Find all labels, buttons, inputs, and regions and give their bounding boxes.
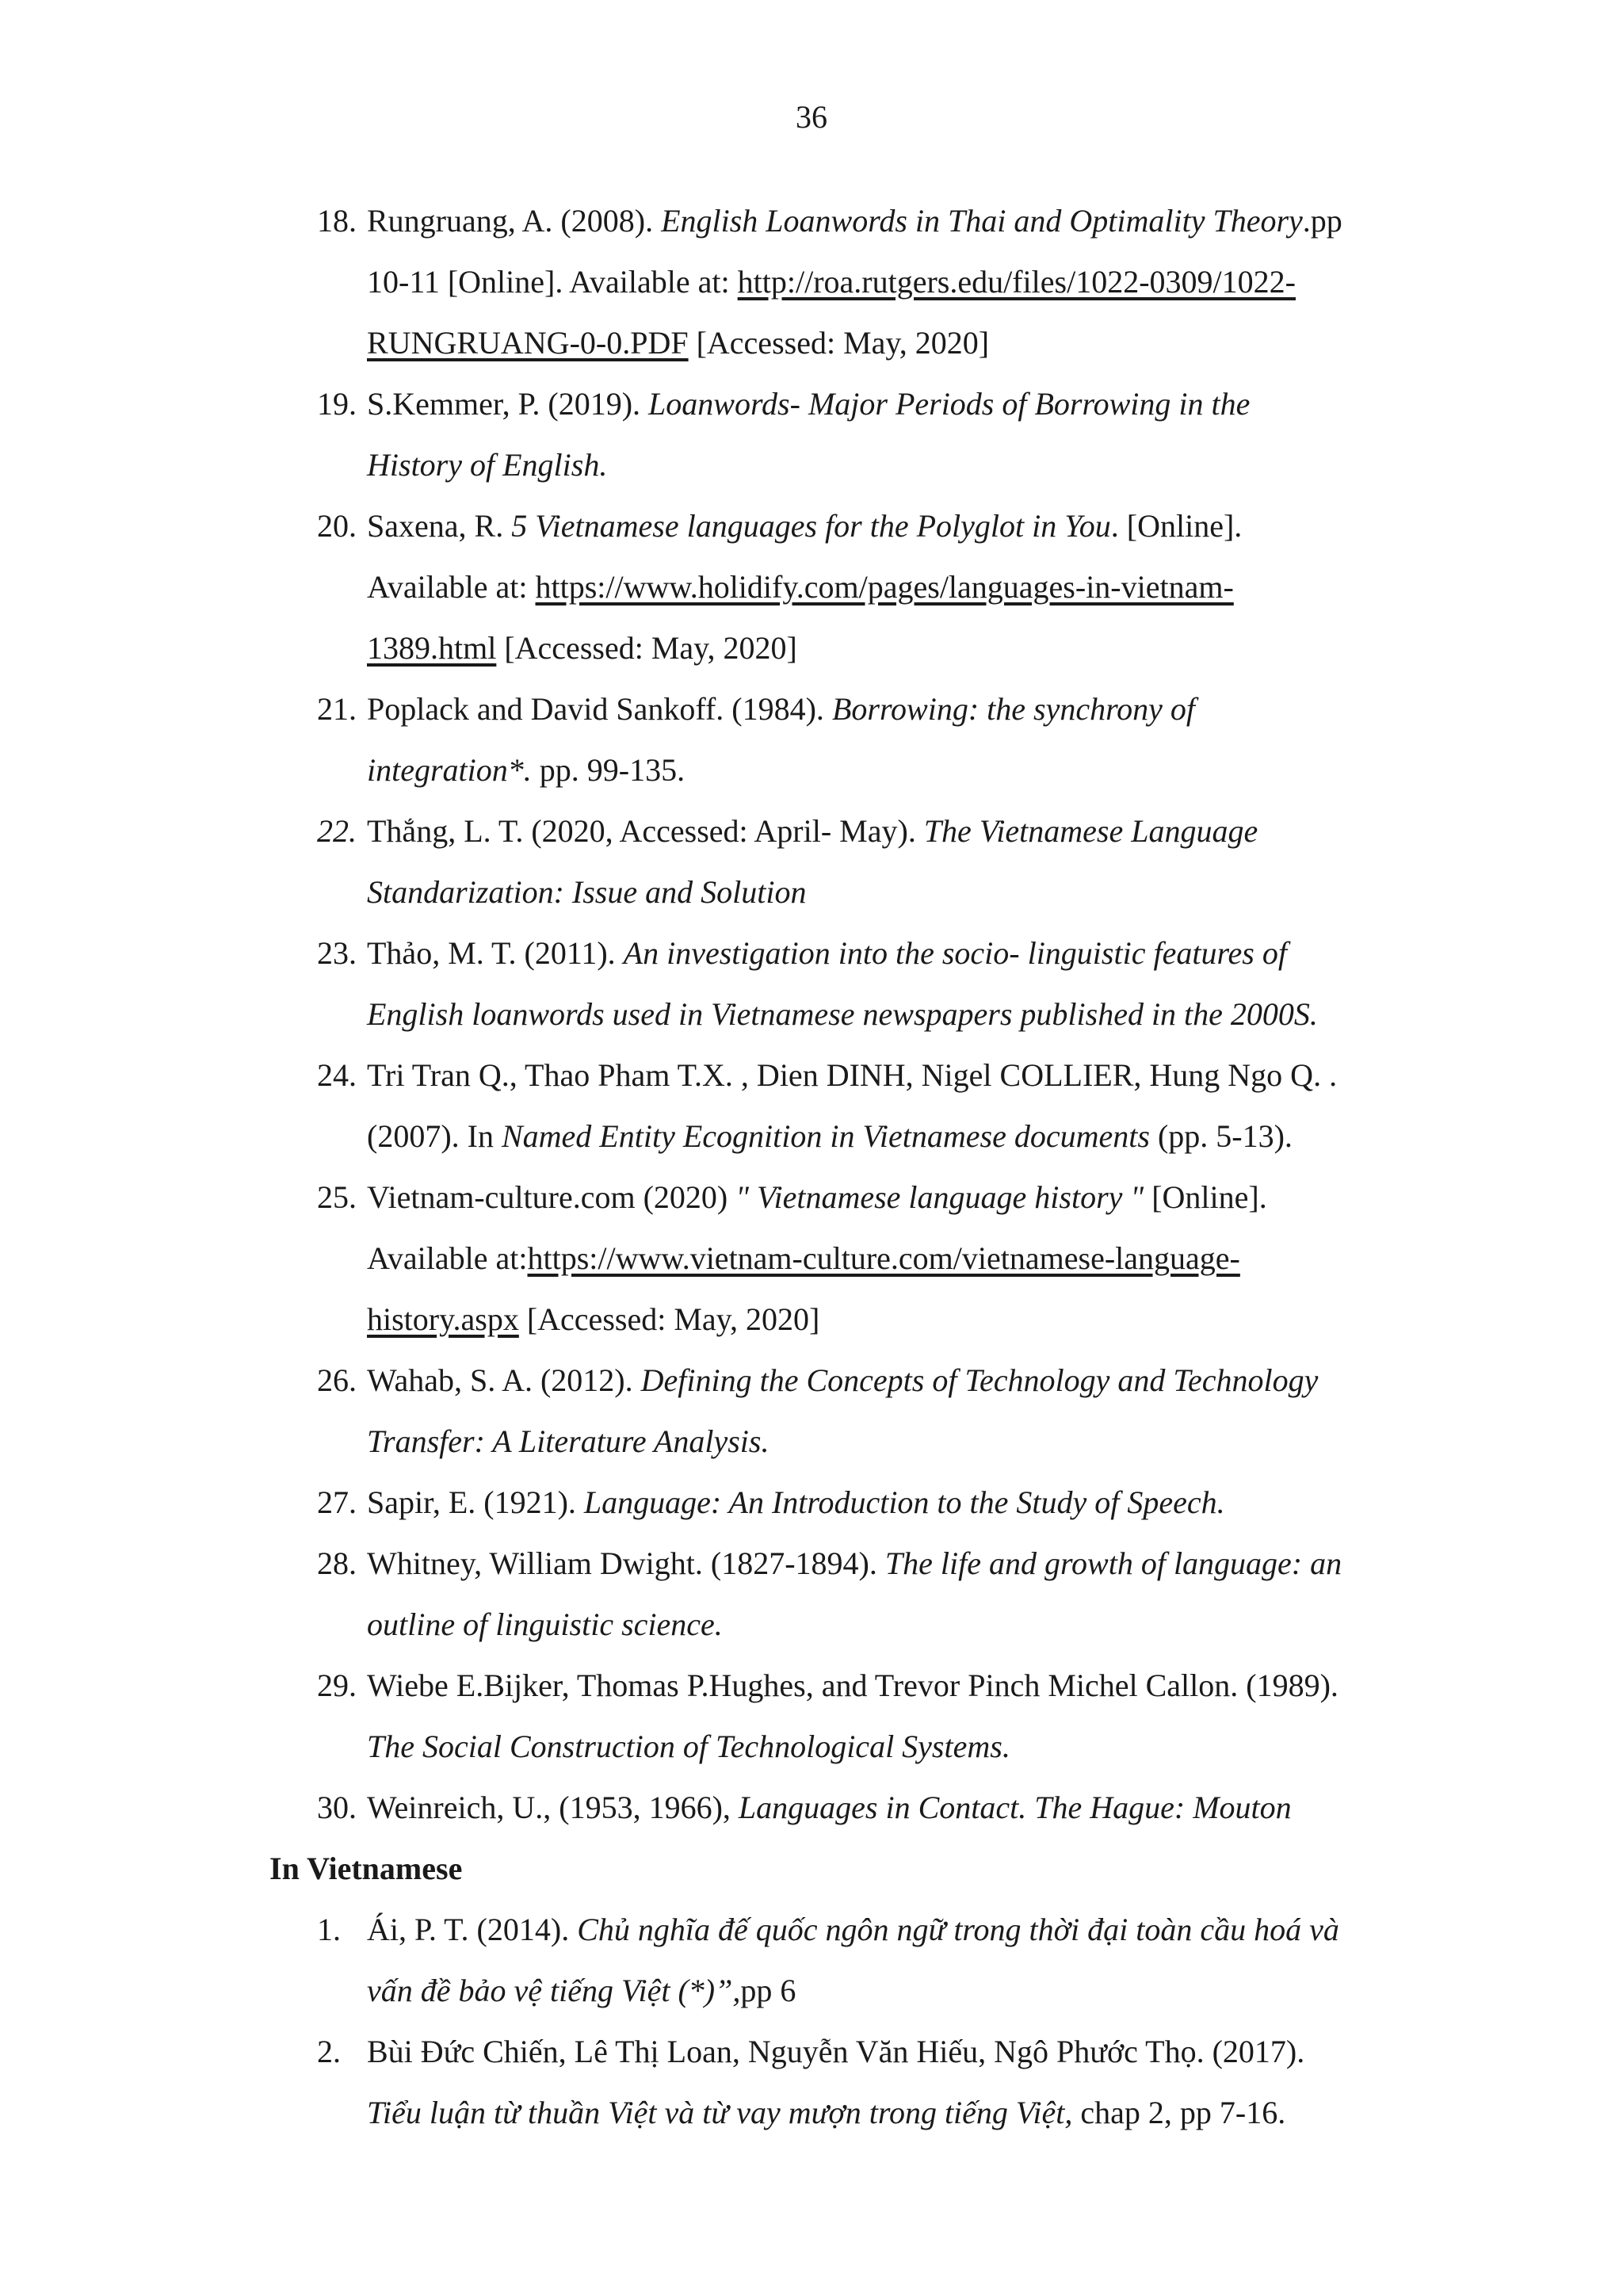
reference-author: Weinreich, U., (1953, 1966), [367, 1790, 739, 1825]
reference-list [0, 190, 1623, 2143]
reference-year: (2007). In [367, 1118, 502, 1154]
reference-item-18 [0, 190, 1476, 373]
reference-number: 19. [317, 386, 357, 422]
vn-reference-item-2 [0, 2021, 1476, 2143]
reference-item-27 [0, 1472, 1476, 1533]
reference-item-30 [0, 1777, 1476, 1838]
reference-title-cont: vấn đề bảo vệ tiếng Việt (*)”, [367, 1973, 741, 2008]
reference-accessed: [Accessed: May, 2020] [688, 325, 990, 361]
reference-number: 27. [317, 1484, 357, 1520]
reference-number: 18. [317, 203, 357, 239]
reference-item-26 [0, 1350, 1476, 1472]
reference-pages: chap 2, pp 7-16. [1072, 2095, 1286, 2130]
reference-title-cont: integration*. [367, 752, 532, 788]
reference-author: Wahab, S. A. (2012). [367, 1362, 641, 1398]
reference-link-cont[interactable]: history.aspx [367, 1301, 519, 1337]
reference-link[interactable]: https://www.vietnam-culture.com/vietnamese-language- [527, 1240, 1240, 1276]
reference-title: Borrowing: the synchrony of [831, 691, 1196, 727]
reference-author: Bùi Đức Chiến, Lê Thị Loan, Nguyễn Văn Hiếu, Ngô Phước Thọ. (2017). [367, 2034, 1305, 2069]
reference-author: Rungruang, A. (2008). [367, 203, 662, 239]
reference-title-cont: English loanwords used in Vietnamese newspapers published in the 2000S. [367, 996, 1318, 1032]
vn-reference-item-1 [0, 1899, 1476, 2021]
reference-item-21 [0, 678, 1476, 800]
reference-item-20 [0, 495, 1476, 678]
reference-item-25 [0, 1167, 1476, 1350]
reference-author: S.Kemmer, P. (2019). [367, 386, 649, 422]
reference-author: Whitney, William Dwight. (1827-1894). [367, 1545, 885, 1581]
reference-author: Sapir, E. (1921). [367, 1484, 584, 1520]
reference-link-cont[interactable]: 1389.html [367, 630, 497, 666]
reference-title: The Vietnamese Language [923, 813, 1258, 849]
reference-accessed: [Accessed: May, 2020] [496, 630, 797, 666]
reference-number: 26. [317, 1362, 357, 1398]
reference-title: Loanwords- Major Periods of Borrowing in the [648, 386, 1251, 422]
reference-number: 1. [317, 1912, 341, 1947]
reference-title: Language: An Introduction to the Study of Speech. [583, 1484, 1225, 1520]
reference-text: 10-11 [Online]. Available at: [367, 264, 738, 300]
reference-author: Poplack and David Sankoff. (1984). [367, 691, 832, 727]
reference-link[interactable]: https://www.holidify.com/pages/languages-in-vietnam- [535, 569, 1234, 605]
reference-number: 23. [317, 935, 357, 971]
reference-item-28 [0, 1533, 1476, 1655]
reference-number: 20. [317, 508, 357, 544]
reference-number: 25. [317, 1179, 357, 1215]
reference-text: Available at: [367, 569, 536, 605]
reference-number: 30. [317, 1790, 357, 1825]
reference-number: 24. [317, 1057, 357, 1093]
reference-link[interactable]: http://roa.rutgers.edu/files/1022-0309/1022- [737, 264, 1296, 300]
reference-accessed: [Accessed: May, 2020] [518, 1301, 820, 1337]
reference-title: Defining the Concepts of Technology and Technology [640, 1362, 1319, 1398]
reference-number: 28. [317, 1545, 357, 1581]
reference-number: 29. [317, 1668, 357, 1703]
reference-title: 5 Vietnamese languages for the Polyglot in You [511, 508, 1111, 544]
reference-item-24 [0, 1045, 1476, 1167]
page-number: 36 [796, 99, 827, 135]
reference-pages: (pp. 5-13). [1149, 1118, 1293, 1154]
reference-title-cont: Standarization: Issue and Solution [367, 874, 807, 910]
reference-author: Thắng, L. T. (2020, Accessed: April- May). [367, 813, 924, 849]
reference-author: Ái, P. T. (2014). [367, 1912, 578, 1947]
reference-title: The Social Construction of Technological Systems. [367, 1729, 1010, 1764]
reference-pages: .pp [1302, 203, 1342, 239]
reference-title: An investigation into the socio- linguistic features of [623, 935, 1287, 971]
reference-title: Languages in Contact. The Hague: Mouton [738, 1790, 1292, 1825]
reference-title: " Vietnamese language history " [735, 1179, 1144, 1215]
reference-title: Tiểu luận từ thuần Việt và từ vay mượn trong tiếng Việt, [367, 2095, 1073, 2130]
reference-title: Chủ nghĩa đế quốc ngôn ngữ trong thời đại toàn cầu hoá và [577, 1912, 1339, 1947]
reference-text: [Online]. [1144, 1179, 1267, 1215]
reference-number: 2. [317, 2034, 341, 2069]
reference-item-22 [0, 800, 1476, 923]
reference-title-cont: outline of linguistic science. [367, 1606, 723, 1642]
reference-author: Wiebe E.Bijker, Thomas P.Hughes, and Trevor Pinch Michel Callon. (1989). [367, 1668, 1338, 1703]
reference-number: 22. [317, 813, 357, 849]
reference-author: Saxena, R. [367, 508, 512, 544]
reference-text: Available at: [367, 1240, 528, 1276]
reference-title-cont: Transfer: A Literature Analysis. [367, 1423, 769, 1459]
reference-title-cont: History of English. [367, 447, 608, 483]
reference-item-23 [0, 923, 1476, 1045]
reference-item-19 [0, 373, 1476, 495]
section-heading: In Vietnamese [269, 1851, 463, 1886]
reference-title: English Loanwords in Thai and Optimality Theory [661, 203, 1303, 239]
reference-title: The life and growth of language: an [884, 1545, 1342, 1581]
reference-author: Thảo, M. T. (2011). [367, 935, 624, 971]
reference-pages: pp. 99-135. [531, 752, 685, 788]
reference-author: Vietnam-culture.com (2020) [367, 1179, 736, 1215]
reference-text: . [Online]. [1110, 508, 1243, 544]
reference-pages: pp 6 [740, 1973, 796, 2008]
reference-number: 21. [317, 691, 357, 727]
reference-item-29 [0, 1655, 1476, 1777]
reference-author: Tri Tran Q., Thao Pham T.X. , Dien DINH, Nigel COLLIER, Hung Ngo Q. . [367, 1057, 1338, 1093]
reference-title: Named Entity Ecognition in Vietnamese documents [501, 1118, 1150, 1154]
reference-link-cont[interactable]: RUNGRUANG-0-0.PDF [367, 325, 689, 361]
